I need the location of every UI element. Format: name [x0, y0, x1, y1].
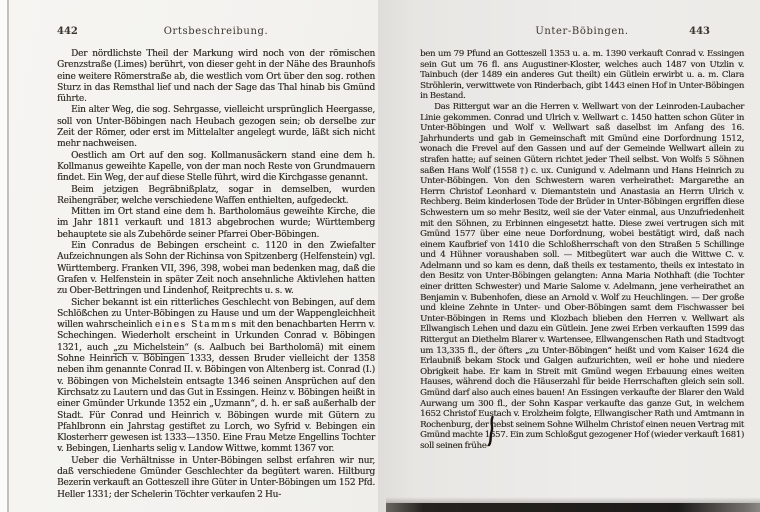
paragraph [57, 298, 375, 456]
paragraph: Ueber die Verhältnisse in Unter-Böbingen selbst erfahren wir nur, daß verschiedene Gmünder Geschlechter da begütert waren. Hiltburg Bezerin verkauft an Gotteszell ihre Güter in Unter-Böbingen um 152 Pfd. Heller 1331; der Schelerin Töchter verkaufen 2 Hu- [57, 455, 375, 500]
left-page [9, 0, 378, 512]
left-page-header [57, 26, 375, 40]
left-page-number: 442 [57, 26, 78, 37]
left-page-text [57, 49, 375, 501]
paragraph: Beim jetzigen Begräbnißplatz, sogar in demselben, wurden Reihengräber, welche verschiedene Waffen enthielten, aufgedeckt. [57, 184, 375, 206]
right-running-header: Unter-Böbingen. [535, 26, 629, 37]
text-segment: . Ein zum Schloßgut gezogener Hof (wieder verkauft 1681) soll seinen frühe- [420, 430, 744, 451]
left-text-column [57, 26, 375, 501]
right-page [378, 0, 760, 512]
scan-left-margin [0, 0, 7, 512]
text-segment: (s. Aalbuch bei Bartholomä) mit einem Sohne Heinrich v. Böbingen 1333, dessen Bruder vielleicht der 1358 neben ihm genannte Conrad II. v. Böbingen von Altenberg ist. Conrad (I.) v. Böbingen von Michelstein entsagte 1346 seinen Ansprüchen auf den Kirchsatz zu Lautern und das Gut in Essingen. Heinz v. Böbingen heißt in einer Gmünder Urkunde 1352 ein „Uzmann“, d. h. er saß außerhalb der Stadt. Für Conrad und Heinrich v. Böbingen wurde mit Gütern zu Pfahlbronn ein Jahrstag gestiftet zu Lorch, wo Syfrid v. Bebingen ein Klosterherr gewesen ist 1333—1350. Eine Frau Metze Engellins Tochter v. Bebingen, Lienharts selig v. Landow Wittwe, kommt 1367 vor. [57, 342, 375, 455]
right-page-number: 443 [689, 26, 710, 37]
text-segment: Das Rittergut war an die Herren v. Wellwart von der Leinroden-Laubacher Linie gekommen. Conrad und Ulrich v. Wellwart c. 1450 hatten schon Güter in Unter-Böbingen und Wolf v. Wellwart saß daselbst im Anfang des 16. Jahrhunderts und gab in Gemeinschaft mit Gmünd eine Dorfordnung 1512, wonach die Frevel auf den Gassen und auf der Gemeinde Wellwart allein zu strafen hatte; auf seinen Gütern richtet jeder Theil selbst. Von Wolfs 5 Söhnen saßen Hans Wolf (1558 †) c. ux. Cunigund v. Adelmann und Hans Heinrich zu Unter-Böbingen. Von den Schwestern waren verheirathet: Margarethe an Herrn Christof Leonhard v. Diemantstein und Anastasia an Herrn Ulrich v. Rechberg. Beim kinderlosen Tode der Brüder in Unter-Böbingen ergriffen diese Schwestern um so mehr Besitz, weil sie der Vater einmal, aus Unzufriedenheit mit den Söhnen, zu Erbinnen eingesetzt hatte. Diese zwei vertrugen sich mit Gmünd 1577 über eine neue Dorfordnung, wobei bestätigt wird, daß nach einem Kaufbrief von 1410 die Schloßherrschaft von den Straßen 5 Schillinge und 4 Hühner voraushaben soll. — Mitbegütert war auch die Wittwe C. v. Adelmann und so kam es denn, daß theils ex testamento, theils ex intestato in den Besitz von Unter-Böbingen gelangten: Anna Maria Nothhaft (die Tochter einer dritten Schwester) und Marie Salome v. Adelmann, jene verheirathet an Benjamin v. Bubenhofen, diese an Arnold v. Wolf zu Heuchlingen. — Der große und kleine Zehnte in Unter- und Ober-Böbingen samt dem Fischwasser bei Unter-Böbingen in Rems und Klozbach blieben den Herren v. Wellwart als Ellwangisch Lehen und dazu ein Gütlein. Jene zwei Erben verkauften 1599 das Rittergut an Diethelm Blarer v. Wartensee, Ellwangenschen Rath und Stadtvogt um 13,335 fl., der öfters „zu Unter-Böbingen“ heißt und vom Kaiser 1624 die Erlaubniß bekam Stock und Galgen aufzurichten, weil er hohe und niedere Obrigkeit habe. Er kam in Streit mit Gmünd wegen Erbauung eines weiten Hauses, während doch die Häuserzahl für beide Herrschaften gleich sein soll. Gmünd darf also auch eines bauen! An Essingen verkaufte der Blarer den Wald Aurwang um 300 fl., der Sohn Kaspar verkaufte das ganze Gut, in welchem 1652 Christof Eustach v. Erolzheim folgte, Ellwangischer Rath und Amtmann in Rochenburg, der nebst seinem Sohne Wilhelm Christof einen neuen Vertrag mit Gmünd machte [420, 101, 744, 441]
paragraph: Ein alter Weg, die sog. Sehrgasse, vielleicht ursprünglich Heergasse, soll von Unter-Böbingen nach Heubach gezogen sein; ob derselbe zur Zeit der Römer, oder erst im Mittelalter angelegt wurde, läßt sich nicht mehr nachweisen. [57, 105, 375, 150]
paragraph: ben um 79 Pfund an Gotteszell 1353 u. a. m. 1390 verkauft Conrad v. Essingen sein Gut um 76 fl. ans Augustiner-Kloster, welches auch 1487 von Utzlin v. Tainbuch (der 1489 ein anderes Gut theilt) ein Gütlein erwirbt u. a. m. Clara Ströhlerin, verwittwete von Rinderbach, gibt 1443 einen Hof in Unter-Böbingen in Bestand. [420, 49, 744, 102]
paragraph: Mitten im Ort stand eine dem h. Bartholomäus geweihte Kirche, die im Jahr 1811 verkauft und 1813 abgebrochen wurde; Württemberg behauptete sie als Zubehörde seiner Pfarrei Ober-Böbingen. [57, 207, 375, 240]
paragraph: Oestlich am Ort auf den sog. Kollmanusäckern stand eine dem h. Kollmanus geweihte Kapelle, von der man noch Reste von Grundmauern findet. Ein Weg, der auf diese Stelle führt, wird die Kirchgasse genannt. [57, 150, 375, 184]
right-text-column [420, 26, 744, 452]
paragraph: Der nördlichste Theil der Markung wird noch von der römischen Grenzstraße (Limes) berührt, von dieser geht in der Nähe des Braunhofs eine weitere Römerstraße ab, die westlich vom Ort über den sog. rothen Sturz in das Remsthal lief und nach der Sage das Thal hinab bis Gmünd führte. [57, 49, 375, 105]
book-bottom-edge [386, 503, 760, 512]
text-segment: Sicher bekannt ist ein ritterliches Geschlecht von Bebingen, auf dem Schlößchen zu Unter-Böbingen zu Hause und um der Wappengleichheit willen wahrscheinlich [57, 297, 375, 331]
ink-stroke-anchor [485, 430, 506, 440]
left-running-header: Ortsbeschreibung. [163, 26, 269, 37]
paragraph [420, 102, 744, 452]
right-page-header [420, 26, 744, 40]
text-segment: 1657 [484, 430, 506, 441]
pencil-underline-artifact: „zu Michelstein“ [113, 342, 189, 353]
emphasized-spaced-text: eines Stamms [154, 320, 238, 331]
right-page-text [420, 49, 744, 452]
text-segment: mit den benachbarten Herrn v. Schechingen. Wiederholt erscheint in Urkunden Conrad v. Böbingen 1321, auch [57, 320, 375, 353]
paragraph: Ein Conradus de Bebingen erscheint c. 1120 in den Zwiefalter Aufzeichnungen als Sohn der Richinsa von Spitzenberg (Helfenstein) vgl. Württemberg. Franken VII, 396, 398, wobei man bedenken mag, daß die Grafen v. Helfenstein in später Zeit noch ansehnliche Aktivlehen hatten zu Ober-Bettringen und Lindenhof, Reitprechts u. s. w. [57, 241, 375, 297]
